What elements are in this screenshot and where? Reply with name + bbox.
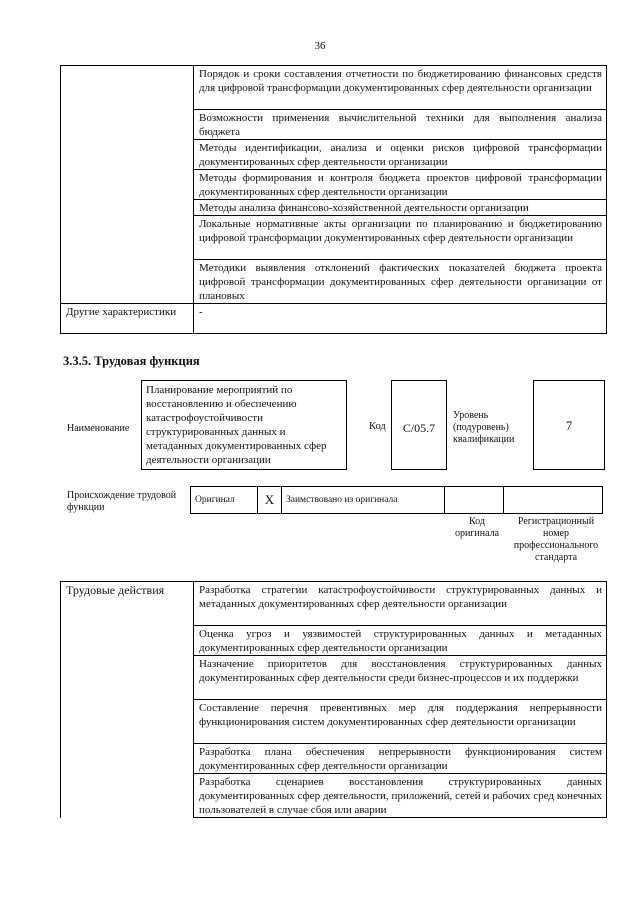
name-label: Наименование bbox=[67, 423, 130, 434]
labor-action-item: Оценка угроз и уязвимостей структурированных данных и метаданных документированных сфер деятельности организации bbox=[194, 626, 607, 656]
registration-number-cell bbox=[503, 486, 603, 514]
code-value: C/05.7 bbox=[402, 421, 436, 435]
knowledge-item: Возможности применения вычислительной техники для выполнения анализа бюджета bbox=[194, 110, 607, 140]
knowledge-item: Методики выявления отклонений фактических показателей бюджета проекта цифровой трансформации документированных сфер деятельности организации от плановых bbox=[194, 260, 607, 304]
knowledge-label-cell bbox=[61, 66, 194, 304]
original-code-cell bbox=[444, 486, 504, 514]
original-cell: Оригинал bbox=[190, 486, 258, 514]
page-number: 36 bbox=[314, 40, 326, 52]
original-mark: X bbox=[257, 486, 282, 514]
registration-number-caption: Регистрационный номер профессионального стандарта bbox=[513, 516, 599, 563]
labor-actions-table bbox=[60, 581, 607, 818]
knowledge-item: Методы анализа финансово-хозяйственной деятельности организации bbox=[194, 200, 607, 216]
knowledge-item: Методы идентификации, анализа и оценки рисков цифровой трансформации документированных сфер деятельности организации bbox=[194, 140, 607, 170]
table-row bbox=[61, 304, 607, 334]
knowledge-item: Порядок и сроки составления отчетности по бюджетированию финансовых средств для цифровой трансформации документированных сфер деятельности организации bbox=[194, 66, 607, 110]
labor-actions-label: Трудовые действия bbox=[61, 582, 194, 818]
knowledge-table bbox=[60, 65, 607, 334]
level-value: 7 bbox=[565, 419, 573, 433]
other-characteristics-value: - bbox=[194, 304, 607, 334]
borrowed-cell: Заимствовано из оригинала bbox=[281, 486, 445, 514]
table-row bbox=[61, 582, 607, 626]
labor-action-item: Разработка плана обеспечения непрерывности функционирования систем документированных сфер деятельности организации bbox=[194, 744, 607, 774]
labor-action-item: Составление перечня превентивных мер для поддержания непрерывности функционирования систем документированных сфер деятельности организации bbox=[194, 700, 607, 744]
level-label: Уровень (подуровень) квалификации bbox=[453, 410, 515, 445]
original-code-caption: Код оригинала bbox=[454, 516, 500, 539]
origin-row bbox=[191, 486, 603, 514]
other-characteristics-label: Другие характеристики bbox=[61, 304, 194, 334]
code-label: Код bbox=[369, 421, 386, 432]
labor-action-item: Разработка стратегии катастрофоустойчивости структурированных данных и метаданных документированных сфер деятельности организации bbox=[194, 582, 607, 626]
table-row bbox=[61, 66, 607, 110]
origin-label: Происхождение трудовой функции bbox=[67, 490, 177, 513]
function-name-box: Планирование мероприятий по восстановлению и обеспечению катастрофоустойчивости структурированных данных и метаданных документированных сфер деятельности организации bbox=[141, 380, 347, 470]
knowledge-item: Локальные нормативные акты организации по планированию и бюджетированию цифровой трансформации документированных сфер деятельности организации bbox=[194, 216, 607, 260]
labor-action-item: Назначение приоритетов для восстановления структурированных данных документированных сфер деятельности среди бизнес-процессов и их поддержки bbox=[194, 656, 607, 700]
section-heading: 3.3.5. Трудовая функция bbox=[63, 354, 200, 368]
labor-action-item: Разработка сценариев восстановления структурированных данных документированных сфер деятельности, приложений, сетей и рабочих сред конечных пользователей в случае сбоя или аварии bbox=[194, 774, 607, 818]
knowledge-item: Методы формирования и контроля бюджета проектов цифровой трансформации документированных сфер деятельности организации bbox=[194, 170, 607, 200]
